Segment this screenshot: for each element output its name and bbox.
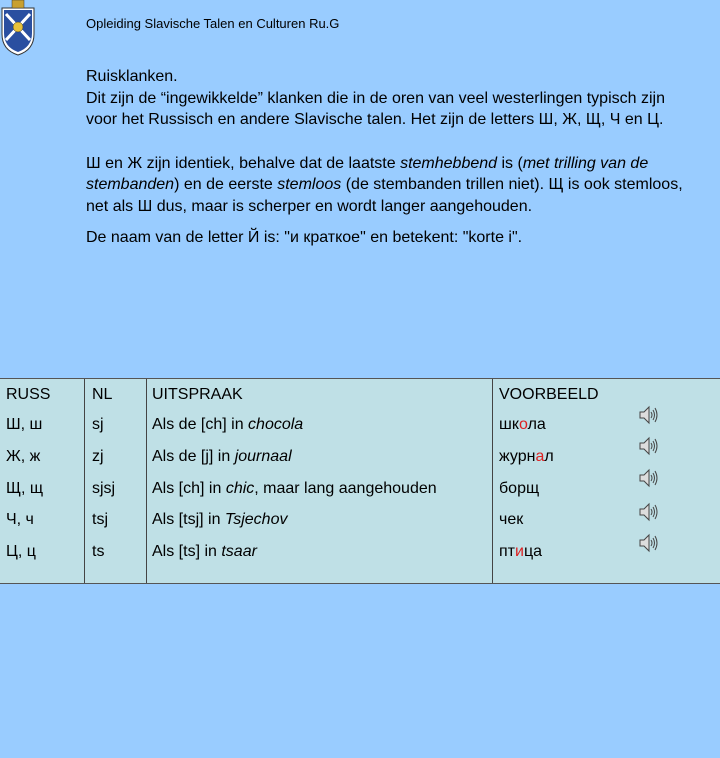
pronunciation-description: Als [tsj] in Tsjechov [152,511,288,528]
intro-paragraph: Dit zijn de “ingewikkelde” klanken die in de oren van veel westerlingen typisch zijn voor het Russisch en andere Slavische talen. Het zijn de letters Ш, Ж, Щ, Ч en Ц. [86,89,665,128]
header-russ: RUSS [6,386,51,403]
sounds-table [0,378,720,584]
letter-name-note: De naam van de letter Й is: "и краткое" en betekent: "korte i". [86,229,523,246]
speaker-icon[interactable] [638,436,660,456]
speaker-icon[interactable] [638,533,660,553]
pronunciation-description: Als [ts] in tsaar [152,543,257,560]
pronunciation-description: Als [ch] in chic, maar lang aangehouden [152,480,437,497]
header-nl: NL [92,386,113,403]
column-divider [492,379,493,583]
nl-transcription: tsj [92,511,108,528]
content-body [86,66,686,249]
example-word: чек [499,511,524,528]
russ-letter: Ш, ш [6,416,43,433]
nl-transcription: ts [92,543,105,560]
russ-letter: Ж, ж [6,448,41,465]
header-voorbeeld: VOORBEELD [499,386,599,403]
example-word: школа [499,416,546,433]
header-uitspraak: UITSPRAAK [152,386,243,403]
nl-transcription: zj [92,448,104,465]
column-divider [146,379,147,583]
nl-transcription: sjsj [92,480,116,497]
explanation-paragraph: Ш en Ж zijn identiek, behalve dat de laatste stemhebbend is (met trilling van de stembanden) en de eerste stemloos (de stembanden trillen niet). Щ is ook stemloos, net als Ш dus, maar is scherper en wordt langer aangehouden. [86,154,683,215]
pronunciation-description: Als de [ch] in chocola [152,416,304,433]
example-word: птица [499,543,542,560]
pronunciation-description: Als de [j] in journaal [152,448,292,465]
speaker-icon[interactable] [638,468,660,488]
page-header: Opleiding Slavische Talen en Culturen Ru.G [86,16,340,31]
example-word: журнал [499,448,554,465]
intro-heading: Ruisklanken. [86,68,178,85]
column-divider [84,379,85,583]
russ-letter: Ч, ч [6,511,34,528]
example-word: борщ [499,480,540,497]
speaker-icon[interactable] [638,405,660,425]
speaker-icon[interactable] [638,502,660,522]
nl-transcription: sj [92,416,104,433]
university-crest-logo [0,0,36,56]
russ-letter: Щ, щ [6,480,44,497]
russ-letter: Ц, ц [6,543,36,560]
